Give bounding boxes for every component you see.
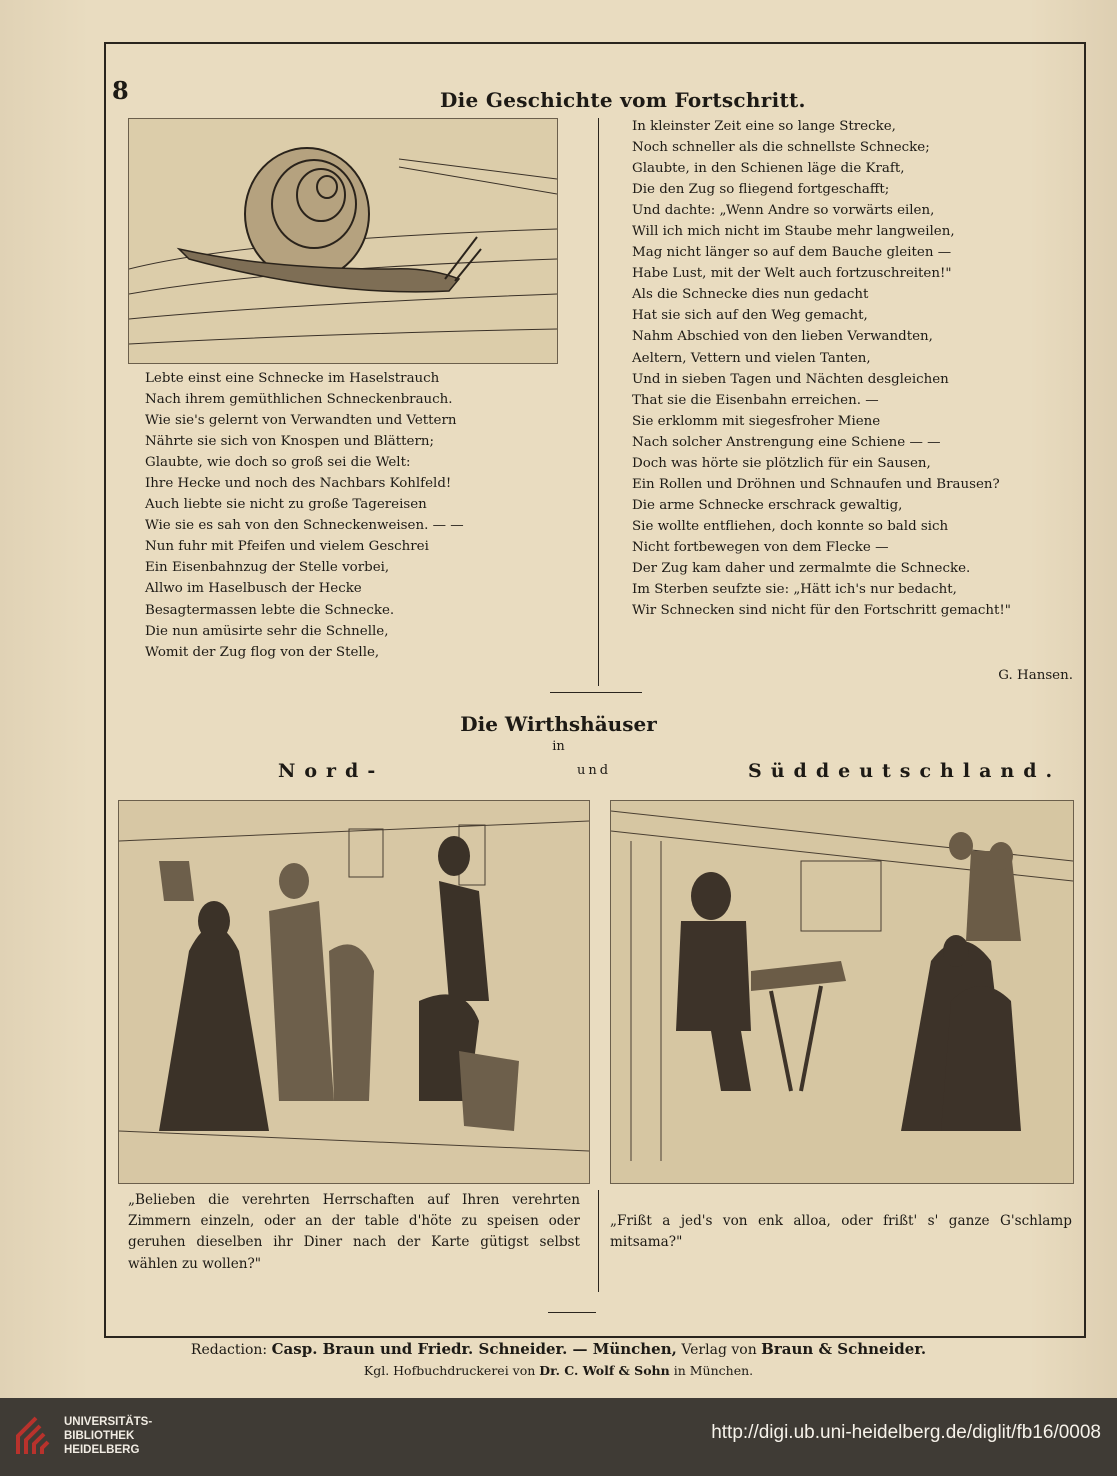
library-logo-icon[interactable]: [14, 1414, 58, 1458]
poem-author: G. Hansen.: [998, 668, 1073, 683]
poem-line: Will ich mich nicht im Staube mehr langweilen,: [632, 224, 955, 240]
poem-line: Wie sie's gelernt von Verwandten und Vettern: [145, 413, 457, 429]
heading-und: und: [577, 763, 612, 778]
poem-line: Mag nicht länger so auf dem Bauche gleiten —: [632, 245, 952, 261]
poem-line: Sie erklomm mit siegesfroher Miene: [632, 413, 881, 429]
section-in: in: [552, 739, 565, 754]
imprint-rule: [548, 1312, 596, 1313]
poem-line: Und in sieben Tagen und Nächten desgleichen: [632, 371, 949, 387]
snail-illustration: [128, 118, 558, 364]
poem-line: That sie die Eisenbahn erreichen. —: [632, 392, 879, 408]
section-title: Die Wirthshäuser: [460, 712, 657, 736]
caption-divider: [598, 1190, 599, 1292]
poem-line: Die nun amüsirte sehr die Schnelle,: [145, 623, 389, 639]
library-name-line: HEIDELBERG: [64, 1444, 140, 1456]
poem-line: Nährte sie sich von Knospen und Blättern;: [145, 434, 435, 450]
poem-line: Der Zug kam daher und zermalmte die Schnecke.: [632, 560, 971, 576]
poem-line: Die arme Schnecke erschrack gewaltig,: [632, 497, 903, 513]
imprint-publisher: Braun & Schneider.: [761, 1340, 927, 1358]
viewer-footer: [0, 1398, 1117, 1476]
imprint-printer-suffix: in München.: [673, 1363, 754, 1378]
imprint-prefix: Redaction:: [190, 1342, 268, 1358]
poem-line: Nahm Abschied von den lieben Verwandten,: [632, 329, 933, 345]
poem-line: Die den Zug so fliegend fortgeschafft;: [632, 182, 890, 198]
poem-left-column: [145, 368, 464, 663]
poem-line: Allwo im Haselbusch der Hecke: [145, 581, 362, 597]
library-name[interactable]: [64, 1415, 152, 1457]
poem-line: Doch was hörte sie plötzlich für ein Sausen,: [632, 455, 931, 471]
poem-line: Nun fuhr mit Pfeifen und vielem Geschrei: [145, 539, 429, 555]
poem-line: Aeltern, Vettern und vielen Tanten,: [632, 350, 871, 366]
page-number: 8: [112, 76, 129, 105]
poem-line: Wir Schnecken sind nicht für den Fortschritt gemacht!": [632, 603, 1011, 619]
poem-line: Als die Schnecke dies nun gedacht: [632, 287, 869, 303]
imprint-line-1: [0, 1340, 1117, 1358]
south-tavern-illustration: [610, 800, 1074, 1184]
poem-line: Hat sie sich auf den Weg gemacht,: [632, 308, 868, 324]
poem-title: Die Geschichte vom Fortschritt.: [440, 88, 806, 112]
imprint-printer-prefix: Kgl. Hofbuchdruckerei von: [363, 1363, 536, 1378]
library-name-line: BIBLIOTHEK: [64, 1430, 135, 1442]
permalink-url[interactable]: http://digi.ub.uni-heidelberg.de/diglit/fb16/0008: [711, 1422, 1101, 1443]
imprint-editors: Casp. Braun und Friedr. Schneider. — München,: [271, 1340, 677, 1358]
poem-line: Im Sterben seufzte sie: „Hätt ich's nur bedacht,: [632, 582, 957, 598]
column-divider: [598, 118, 599, 686]
heading-south: Süddeutschland.: [748, 760, 1062, 782]
caption-north: „Belieben die verehrten Herrschaften auf Ihren verehrten Zimmern einzeln, oder an der table d'höte zu speisen oder geruhen dieselben ihr Diner nach der Karte gütigst selbst wählen zu wollen?": [128, 1192, 580, 1272]
heading-north: Nord-: [278, 760, 385, 782]
poem-line: Glaubte, wie doch so groß sei die Welt:: [145, 455, 411, 471]
imprint-line-2: [0, 1363, 1117, 1378]
poem-line: Und dachte: „Wenn Andre so vorwärts eilen,: [632, 203, 935, 219]
poem-line: Ein Rollen und Dröhnen und Schnaufen und Brausen?: [632, 476, 1000, 492]
poem-line: Habe Lust, mit der Welt auch fortzuschreiten!": [632, 266, 952, 282]
north-tavern-illustration: [118, 800, 590, 1184]
poem-line: Ein Eisenbahnzug der Stelle vorbei,: [145, 560, 390, 576]
poem-line: Glaubte, in den Schienen läge die Kraft,: [632, 161, 905, 177]
imprint-printer: Dr. C. Wolf & Sohn: [539, 1363, 670, 1378]
poem-line: Lebte einst eine Schnecke im Haselstrauch: [145, 371, 440, 386]
poem-line: Auch liebte sie nicht zu große Tagereisen: [145, 497, 427, 513]
library-name-line: UNIVERSITÄTS-: [64, 1416, 153, 1428]
section-rule: [550, 692, 642, 693]
poem-line: Ihre Hecke und noch des Nachbars Kohlfeld!: [145, 476, 452, 492]
poem-line: Nicht fortbewegen von dem Flecke —: [632, 539, 889, 555]
imprint-publisher-prefix: Verlag von: [681, 1342, 757, 1358]
poem-line: Womit der Zug flog von der Stelle,: [145, 644, 380, 660]
poem-line: Besagtermassen lebte die Schnecke.: [145, 602, 395, 618]
poem-line: Wie sie es sah von den Schneckenweisen. — —: [145, 518, 464, 534]
poem-line: Noch schneller als die schnellste Schnecke;: [632, 140, 930, 156]
poem-line: Nach solcher Anstrengung eine Schiene — —: [632, 434, 941, 450]
poem-line: Sie wollte entfliehen, doch konnte so bald sich: [632, 518, 949, 534]
poem-line: Nach ihrem gemüthlichen Schneckenbrauch.: [145, 392, 453, 408]
caption-south: „Frißt a jed's von enk alloa, oder frißt' s' ganze G'schlamp mitsama?": [610, 1213, 1072, 1251]
poem-right-column: [632, 116, 1011, 621]
poem-line: In kleinster Zeit eine so lange Strecke,: [632, 119, 896, 134]
